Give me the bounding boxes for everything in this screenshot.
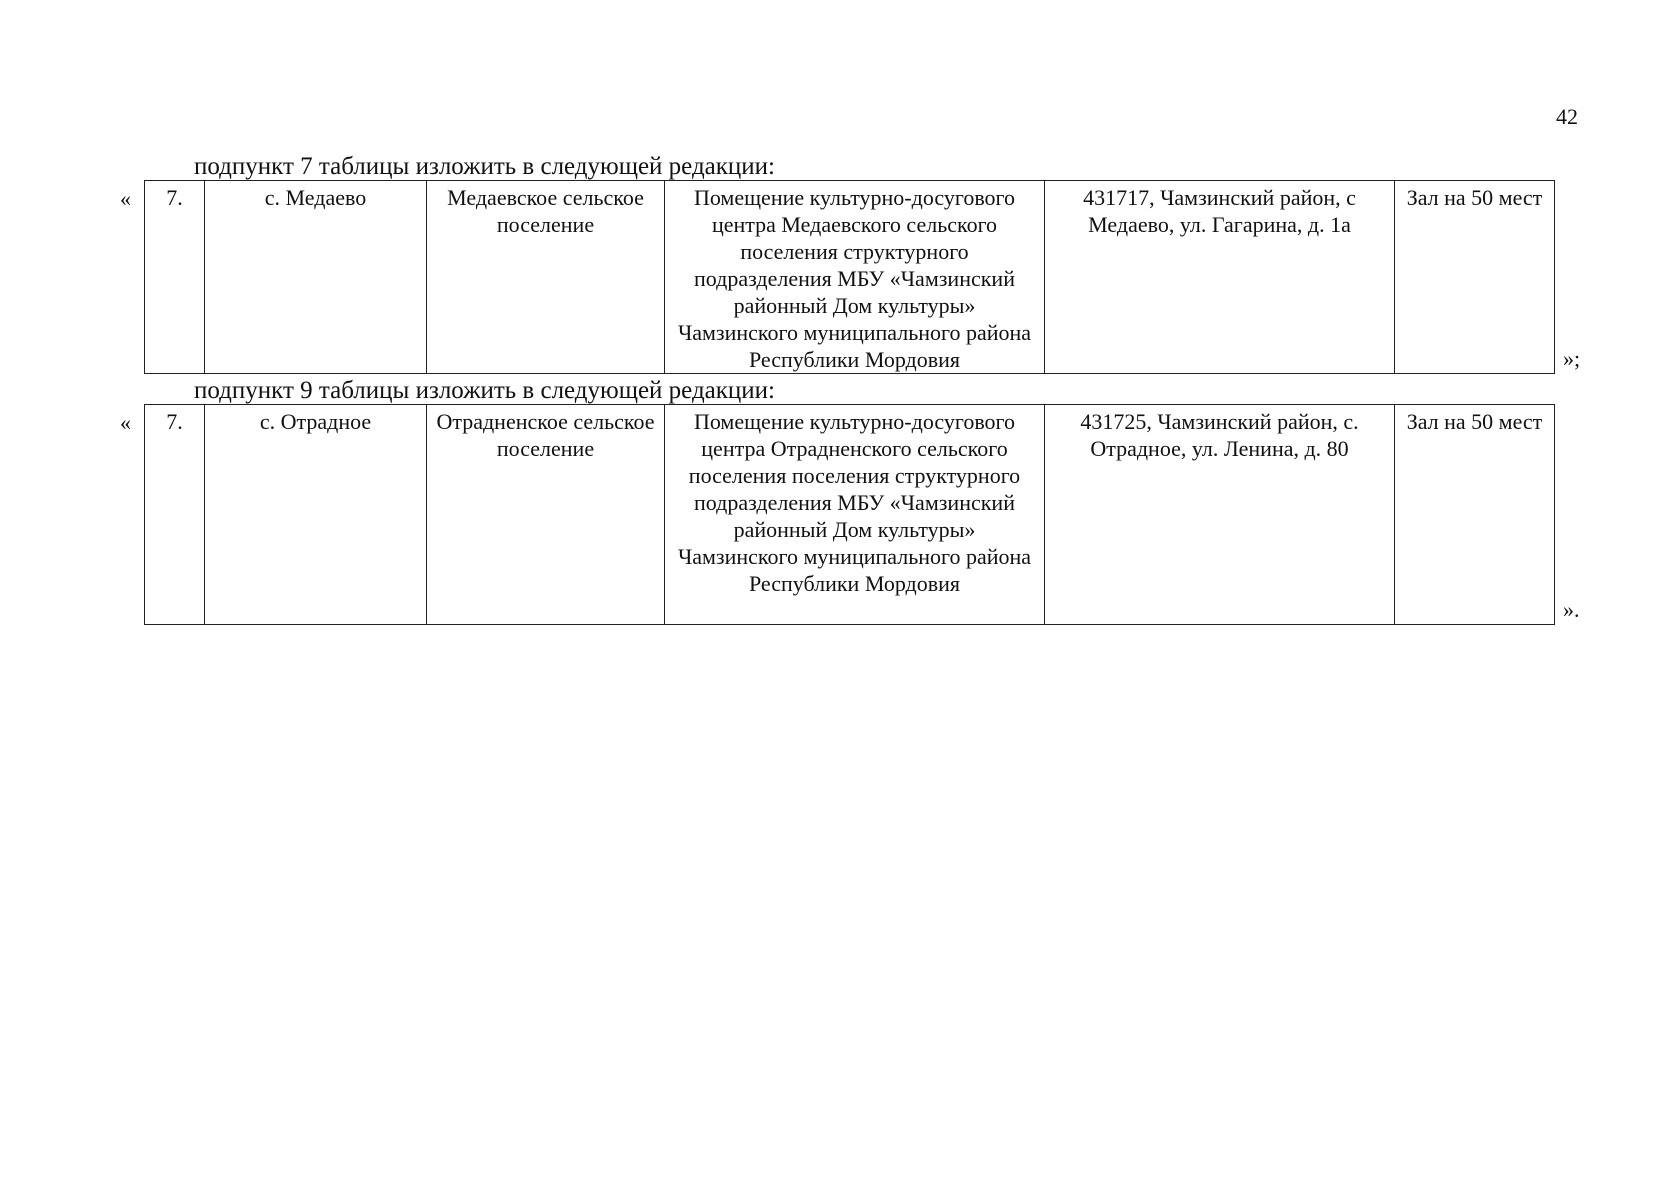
section-2-table [144, 404, 1555, 625]
cell-premises: Помещение культурно-досугового центра Отрадненского сельского поселения поселения структурного подразделения МБУ «Чамзинский районный Дом культуры» Чамзинского муниципального района Республики Мордовия [665, 405, 1045, 625]
table-row [145, 181, 1555, 374]
section-1-open-quote: « [120, 186, 131, 211]
page-number: 42 [1556, 104, 1578, 129]
section-1-intro: подпункт 7 таблицы изложить в следующей редакции: [194, 153, 775, 180]
cell-hall: Зал на 50 мест [1395, 181, 1555, 374]
cell-number: 7. [145, 405, 205, 625]
table-row [145, 405, 1555, 625]
cell-locality: с. Медаево [205, 181, 427, 374]
cell-settlement: Отрадненское сельское поселение [427, 405, 665, 625]
section-1-close-quote: »; [1563, 346, 1581, 371]
section-2-intro: подпункт 9 таблицы изложить в следующей редакции: [194, 377, 775, 404]
cell-address: 431717, Чамзинский район, с Медаево, ул. Гагарина, д. 1а [1045, 181, 1395, 374]
cell-locality: с. Отрадное [205, 405, 427, 625]
section-2-close-quote: ». [1563, 597, 1580, 622]
cell-settlement: Медаевское сельское поселение [427, 181, 665, 374]
cell-hall: Зал на 50 мест [1395, 405, 1555, 625]
section-1-table [144, 180, 1555, 374]
cell-number: 7. [145, 181, 205, 374]
section-2-open-quote: « [120, 410, 131, 435]
cell-address: 431725, Чамзинский район, с. Отрадное, ул. Ленина, д. 80 [1045, 405, 1395, 625]
cell-premises: Помещение культурно-досугового центра Медаевского сельского поселения структурного подразделения МБУ «Чамзинский районный Дом культуры» Чамзинского муниципального района Республики Мордовия [665, 181, 1045, 374]
